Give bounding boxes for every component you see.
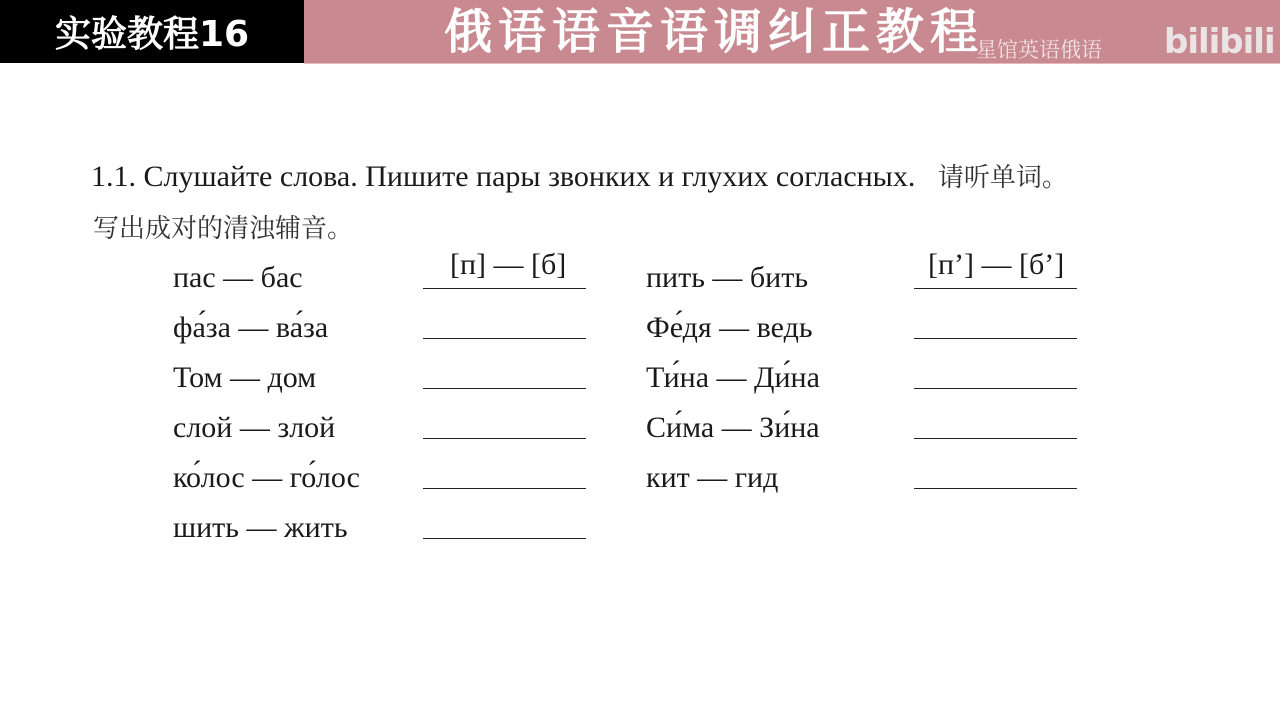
word-pair: Том — дом xyxy=(173,361,317,394)
answer-blank[interactable] xyxy=(914,388,1077,389)
word-pair: Фе́дя — ведь xyxy=(646,311,813,344)
word-pair: слой — злой xyxy=(173,411,336,444)
lesson-label: 实验教程16 xyxy=(54,14,250,55)
answer-blank[interactable] xyxy=(423,338,586,339)
instruction-russian: Слушайте слова. Пишите пары звонких и глухих согласных. xyxy=(143,160,916,193)
lesson-label-band xyxy=(0,0,304,63)
answer-blank[interactable] xyxy=(914,488,1077,489)
exercise-instruction xyxy=(91,158,1068,197)
bilibili-logo-icon: bilibili xyxy=(1164,22,1275,62)
word-pair: фа́за — ва́за xyxy=(173,311,329,344)
answer-blank[interactable] xyxy=(423,538,586,539)
answer-blank[interactable] xyxy=(423,388,586,389)
course-title-band xyxy=(304,0,1280,64)
answer-blank[interactable] xyxy=(914,288,1077,289)
word-pair: шить — жить xyxy=(173,511,348,544)
course-title: 俄语语音语调纠正教程 xyxy=(444,4,985,60)
answer-blank[interactable] xyxy=(423,438,586,439)
word-pair: Си́ма — Зи́на xyxy=(646,411,820,444)
answer-text: [п’] — [б’] xyxy=(928,248,1065,281)
word-pair: пас — бас xyxy=(173,261,303,294)
word-pair: пить — бить xyxy=(646,261,809,294)
channel-watermark: 星馆英语俄语 xyxy=(976,38,1102,62)
word-pair: Ти́на — Ди́на xyxy=(646,361,820,394)
answer-blank[interactable] xyxy=(914,438,1077,439)
answer-blank[interactable] xyxy=(423,288,586,289)
answer-blank[interactable] xyxy=(423,488,586,489)
word-pair: кит — гид xyxy=(646,461,779,494)
word-pair: ко́лос — го́лос xyxy=(173,461,360,494)
instruction-chinese-2: 写出成对的清浊辅音。 xyxy=(93,214,354,244)
answer-blank[interactable] xyxy=(914,338,1077,339)
exercise-number: 1.1. xyxy=(91,160,136,193)
answer-text: [п] — [б] xyxy=(450,248,567,281)
instruction-chinese-1: 请听单词。 xyxy=(937,163,1068,193)
video-header-banner xyxy=(0,0,1280,63)
